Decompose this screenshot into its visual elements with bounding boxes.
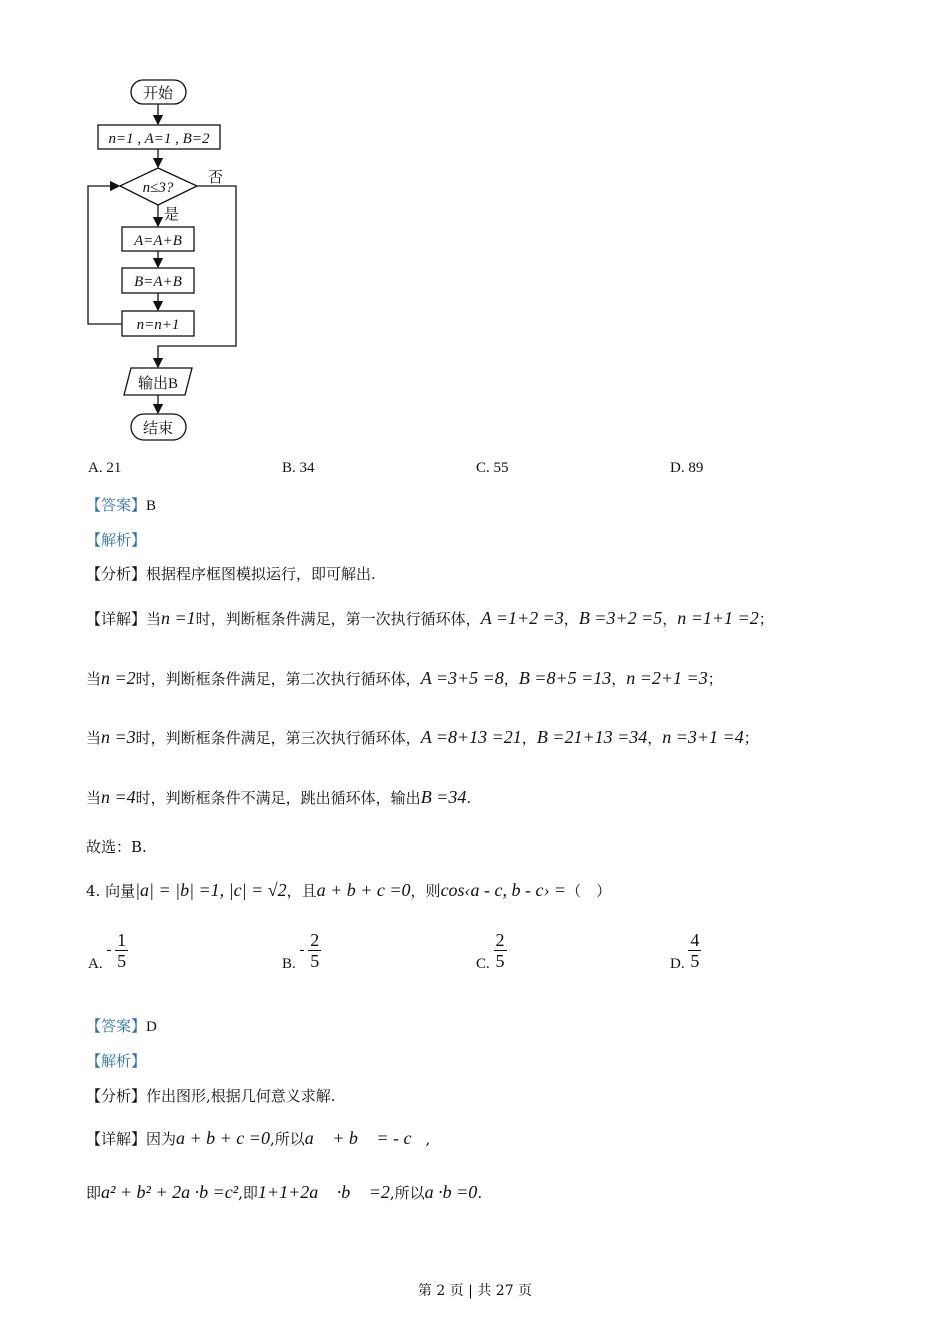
text-segment: ； <box>707 670 723 688</box>
text-segment: ,即 <box>238 1184 258 1202</box>
text-segment: 时，判断框条件满足，第一次执行循环体， <box>195 610 481 628</box>
solution-line <box>86 1085 336 1106</box>
text-segment: 【详解】因为 <box>86 1130 177 1148</box>
flowchart <box>0 0 260 460</box>
math-expression: A =3+5 =8 <box>420 668 504 688</box>
q3-option-b: B. 34 <box>282 460 315 476</box>
text-segment: ， <box>611 670 627 688</box>
math-expression: n =1 <box>161 608 196 628</box>
text-segment: ， <box>563 610 579 628</box>
text-segment: , <box>425 1130 431 1148</box>
text-segment: 当 <box>86 670 102 688</box>
option-sign: - <box>106 941 112 958</box>
q4-option <box>282 930 321 973</box>
q3-option-d: D. 89 <box>670 460 704 476</box>
text-segment: 即 <box>86 1184 102 1202</box>
fraction <box>688 930 701 971</box>
option-label: C. <box>476 955 490 972</box>
math-expression: n =3+1 =4 <box>662 727 744 747</box>
q4-stem <box>86 880 611 901</box>
text-segment: （ ） <box>566 882 612 900</box>
q4-analysis-label: 【解析】 <box>86 1052 147 1070</box>
math-expression: B =21+13 =34 <box>536 727 648 747</box>
step1-label: A=A+B <box>134 233 182 249</box>
solution-line <box>86 836 147 857</box>
step2-label: B=A+B <box>134 274 182 290</box>
solution-line <box>86 1182 482 1203</box>
solution-line <box>86 563 376 584</box>
end-label: 结束 <box>142 421 174 437</box>
numerator: 2 <box>310 930 320 950</box>
math-expression: A =8+13 =21 <box>420 727 522 747</box>
start-label: 开始 <box>142 86 174 102</box>
q3-analysis-label: 【解析】 <box>86 531 147 549</box>
fraction <box>494 930 507 971</box>
numerator: 4 <box>690 930 700 950</box>
text-segment: 故选：B. <box>86 838 147 856</box>
math-expression: n =2 <box>101 668 136 688</box>
solution-line <box>86 608 774 629</box>
text-segment: ， <box>662 610 678 628</box>
text-segment: ， <box>647 729 663 747</box>
option-sign: - <box>299 941 305 958</box>
solution-line <box>86 727 759 748</box>
text-segment: 【分析】作出图形,根据几何意义求解. <box>86 1087 336 1105</box>
answer-value: D <box>146 1019 157 1035</box>
math-expression: B =3+2 =5 <box>578 608 663 628</box>
math-expression: n =2+1 =3 <box>626 668 708 688</box>
fraction <box>115 930 128 971</box>
q3-option-c: C. 55 <box>476 460 509 476</box>
yes-label: 是 <box>164 207 180 223</box>
q4-option <box>88 930 128 973</box>
solution-line <box>86 1128 430 1149</box>
math-expression: n =4 <box>101 787 136 807</box>
math-expression: |a| = |b| =1, |c| = √2 <box>135 880 287 900</box>
condition-label: n≤3? <box>142 180 174 196</box>
text-segment: ， <box>521 729 537 747</box>
math-expression: B =34 <box>420 787 467 807</box>
math-expression: a⃗ + b⃗ = - c⃗ <box>304 1128 426 1148</box>
math-expression: a ·b =0 <box>424 1182 478 1202</box>
math-expression: A =1+2 =3 <box>480 608 564 628</box>
text-segment: 当 <box>86 729 102 747</box>
math-expression: a + b + c =0 <box>316 880 411 900</box>
text-segment: 4. 向量 <box>86 882 136 900</box>
q4-option <box>476 930 507 973</box>
option-label: A. <box>88 955 103 972</box>
text-segment: 【分析】根据程序框图模拟运行，即可解出. <box>86 565 376 583</box>
fraction <box>308 930 321 971</box>
math-expression: B =8+5 =13 <box>518 668 612 688</box>
text-segment: 【详解】当 <box>86 610 162 628</box>
solution-line <box>86 668 723 689</box>
answer-label: 【答案】 <box>86 496 147 514</box>
q4-answer <box>86 1015 157 1036</box>
text-segment: ， <box>503 670 519 688</box>
denominator: 5 <box>495 951 505 971</box>
q3-answer <box>86 494 156 515</box>
solution-line <box>86 787 471 808</box>
text-segment: 时，判断框条件满足，第二次执行循环体， <box>135 670 421 688</box>
text-segment: 时，判断框条件不满足，跳出循环体，输出 <box>135 789 421 807</box>
q3-option-a: A. 21 <box>88 460 122 476</box>
numerator: 2 <box>495 930 505 950</box>
math-expression: 1+1+2a⃗ ·b⃗ =2 <box>257 1182 390 1202</box>
denominator: 5 <box>690 951 700 971</box>
denominator: 5 <box>117 951 127 971</box>
math-expression: a² + b² + 2a ·b =c² <box>101 1182 239 1202</box>
text-segment: ,所以 <box>389 1184 425 1202</box>
text-segment: 时，判断框条件满足，第三次执行循环体， <box>135 729 421 747</box>
option-label: B. <box>282 955 296 972</box>
init-label: n=1 , A=1 , B=2 <box>108 131 210 147</box>
answer-label: 【答案】 <box>86 1017 147 1035</box>
text-segment: ，且 <box>286 882 317 900</box>
output-label: 输出B <box>137 376 179 392</box>
text-segment: 当 <box>86 789 102 807</box>
text-segment: . <box>466 789 472 807</box>
text-segment: ； <box>758 610 774 628</box>
math-expression: cos‹a - c, b - c› = <box>440 880 567 900</box>
no-label: 否 <box>208 170 224 186</box>
math-expression: a + b + c =0 <box>176 1128 270 1148</box>
text-segment: ，则 <box>410 882 441 900</box>
option-label: D. <box>670 955 685 972</box>
numerator: 1 <box>117 930 127 950</box>
math-expression: n =1+1 =2 <box>677 608 759 628</box>
text-segment: . <box>477 1184 483 1202</box>
text-segment: ； <box>743 729 759 747</box>
denominator: 5 <box>310 951 320 971</box>
math-expression: n =3 <box>101 727 136 747</box>
q4-option <box>670 930 701 973</box>
step3-label: n=n+1 <box>136 317 180 333</box>
page-footer: 第 2 页 | 共 27 页 <box>417 1283 533 1299</box>
text-segment: ,所以 <box>269 1130 305 1148</box>
answer-value: B <box>146 498 157 514</box>
